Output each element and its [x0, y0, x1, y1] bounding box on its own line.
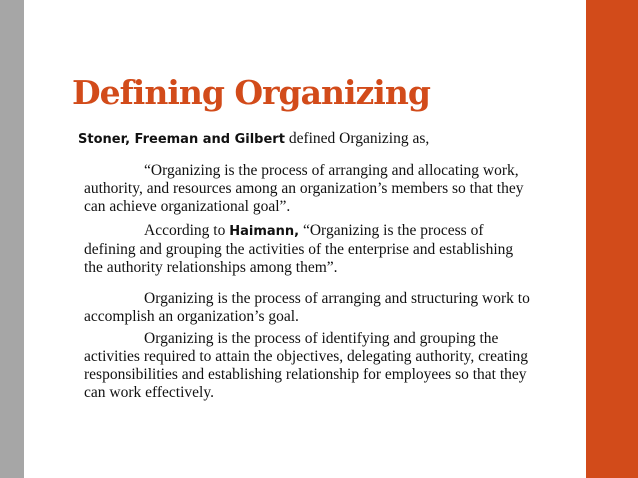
intro-line [78, 130, 558, 149]
intro-rest: defined Organizing as, [284, 130, 430, 147]
definition-paragraph-1 [84, 162, 534, 216]
paragraph-2-prefix: According to [144, 222, 230, 239]
definition-paragraph-2 [84, 222, 534, 277]
slide-title: Defining Organizing [72, 73, 430, 112]
paragraph-1-text: “Organizing is the process of arranging and allocating work, authority, and resources among an organization’s members so that they can achieve organizational goal”. [84, 162, 524, 215]
paragraph-2-text: “Organizing is the process of defining and grouping the activities of the enterprise and establishing the authority relationships among them”. [84, 222, 514, 276]
paragraph-4-text: Organizing is the process of identifying and grouping the activities required to attain the objectives, delegating authority, creating responsibilities and establishing relationship for employees so that they can work effectively. [84, 330, 529, 401]
paragraph-3-text: Organizing is the process of arranging and structuring work to accomplish an organization’s goal. [84, 290, 530, 325]
definition-paragraph-3 [84, 290, 534, 326]
definition-paragraph-4 [84, 330, 534, 402]
haimann-name: Haimann, [229, 224, 300, 239]
authors-name: Stoner, Freeman and Gilbert [78, 132, 285, 147]
